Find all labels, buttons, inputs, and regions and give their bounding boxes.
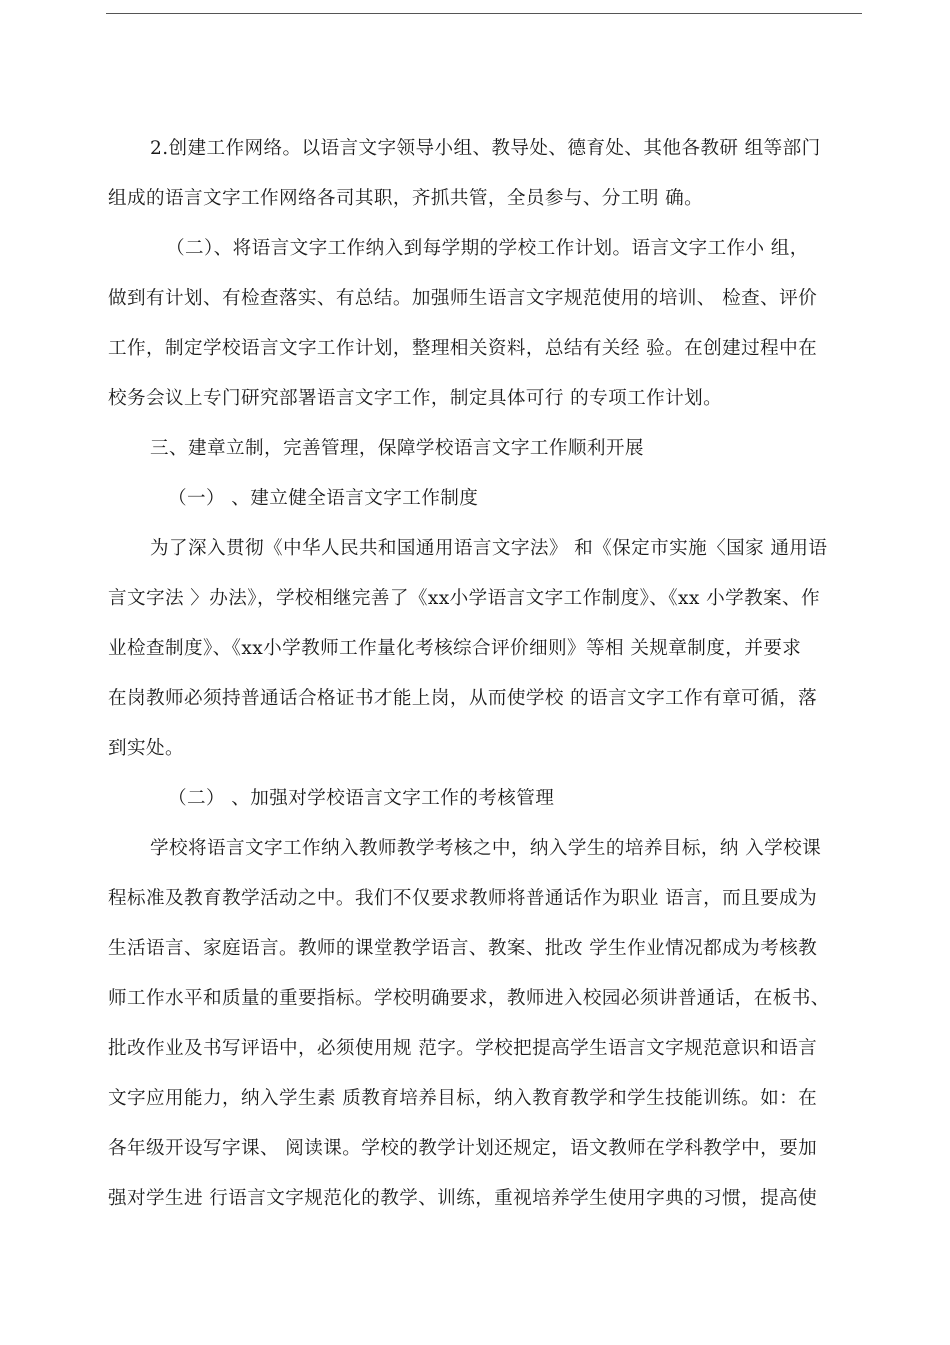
- paragraph-line: 师工作水平和质量的重要指标。学校明确要求，教师进入校园必须讲普通话，在板书、: [108, 988, 830, 1009]
- paragraph-line: 强对学生进 行语言文字规范化的教学、训练，重视培养学生使用字典的习惯，提高使: [108, 1188, 818, 1209]
- paragraph-line: 工作，制定学校语言文字工作计划，整理相关资料，总结有关经 验。在创建过程中在: [108, 338, 818, 359]
- paragraph-line: 生活语言、家庭语言。教师的课堂教学语言、教案、批改 学生作业情况都成为考核教: [108, 938, 818, 959]
- paragraph-line: 言文字法 〉办法》，学校相继完善了《xx小学语言文字工作制度》、《xx 小学教案、作: [108, 588, 821, 609]
- paragraph-line: 批改作业及书写评语中，必须使用规 范字。学校把提高学生语言文字规范意识和语言: [108, 1038, 818, 1059]
- paragraph-line: 2.创建工作网络。以语言文字领导小组、教导处、德育处、其他各教研 组等部门: [150, 138, 821, 159]
- paragraph-line: 程标准及教育教学活动之中。我们不仅要求教师将普通话作为职业 语言，而且要成为: [108, 888, 818, 909]
- section-heading: 三、建章立制，完善管理，保障学校语言文字工作顺利开展: [150, 438, 644, 459]
- paragraph-line: 在岗教师必须持普通话合格证书才能上岗，从而使学校 的语言文字工作有章可循，落: [108, 688, 818, 709]
- paragraph-line: 业检查制度》、《xx小学教师工作量化考核综合评价细则》等相 关规章制度，并要求: [108, 638, 802, 659]
- paragraph-line: 为了深入贯彻《中华人民共和国通用语言文字法》 和《保定市实施〈国家 通用语: [150, 538, 828, 559]
- paragraph-line: 文字应用能力，纳入学生素 质教育培养目标，纳入教育教学和学生技能训练。如：在: [108, 1088, 818, 1109]
- paragraph-line: 到实处。: [108, 738, 184, 759]
- paragraph-line: 学校将语言文字工作纳入教师教学考核之中，纳入学生的培养目标，纳 入学校课: [150, 838, 822, 859]
- paragraph-line: 组成的语言文字工作网络各司其职，齐抓共管，全员参与、分工明 确。: [108, 188, 704, 209]
- paragraph-line: 校务会议上专门研究部署语言文字工作，制定具体可行 的专项工作计划。: [108, 388, 723, 409]
- paragraph-line: 各年级开设写字课、 阅读课。学校的教学计划还规定，语文教师在学科教学中，要加: [108, 1138, 818, 1159]
- subsection-heading: （一） 、建立健全语言文字工作制度: [168, 488, 479, 509]
- subsection-heading: （二） 、加强对学校语言文字工作的考核管理: [168, 788, 555, 809]
- paragraph-line: （二）、将语言文字工作纳入到每学期的学校工作计划。语言文字工作小 组，: [166, 238, 809, 259]
- header-rule: [106, 13, 862, 14]
- paragraph-line: 做到有计划、有检查落实、有总结。加强师生语言文字规范使用的培训、 检查、评价: [108, 288, 818, 309]
